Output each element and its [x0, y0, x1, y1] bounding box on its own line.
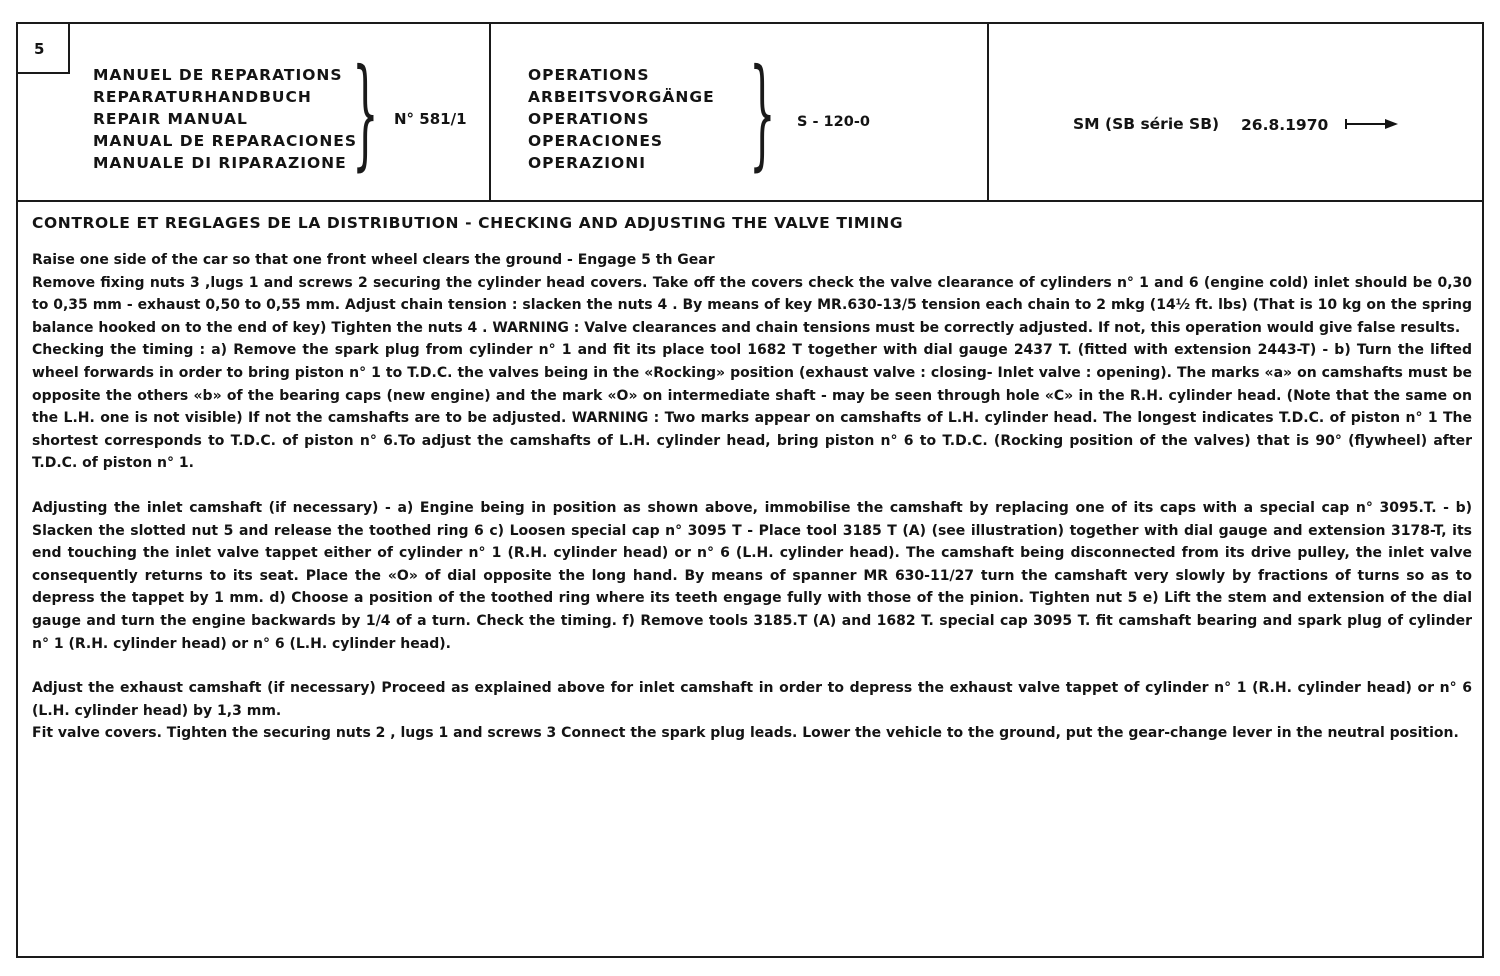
manual-title-fr: MANUEL DE REPARATIONS	[93, 66, 343, 84]
brace-glyph: }	[352, 44, 379, 183]
paragraph-spacer	[32, 475, 1472, 497]
paragraph: Checking the timing : a) Remove the spark plug from cylinder n° 1 and fit its place tool 1682 T together with dial gauge 2437 T. (fitted with extension 2443-T) - b) Turn the lifted wheel forwards in order to bring piston n° 1 to T.D.C. the valves being in the «Rocking» position (exhaust valve : closing- Inlet valve : opening). The marks «a» on camshafts must be opposite the others «b» of the bearing caps (new engine) and the mark «O» on intermediate shaft - may be seen through hole «C» in the R.H. cylinder head. (Note that the same on the L.H. one is not visible) If not the camshafts are to be adjusted. WARNING : Two marks appear on camshafts of L.H. cylinder head. The longest indicates T.D.C. of piston n° 1 The shortest corresponds to T.D.C. of piston n° 6.To adjust the camshafts of L.H. cylinder head, bring piston n° 6 to T.D.C. (Rocking position of the valves) that is 90° (flywheel) after T.D.C. of piston n° 1.	[32, 342, 1472, 472]
manual-title-it: MANUALE DI RIPARAZIONE	[93, 154, 347, 172]
operation-title-fr: OPERATIONS	[528, 66, 650, 84]
page-number: 5	[18, 24, 70, 74]
manual-title-en: REPAIR MANUAL	[93, 110, 248, 128]
operation-title-de: ARBEITSVORGÄNGE	[528, 88, 715, 106]
date-label: 26.8.1970	[1241, 116, 1329, 134]
operations-cell	[491, 24, 989, 200]
paragraph: Remove fixing nuts 3 ,lugs 1 and screws 2 securing the cylinder head covers. Take off the covers check the valve clearance of cylinders n° 1 and 6 (engine cold) inlet should be 0,30 to 0,35 mm - exhaust 0,50 to 0,55 mm. Adjust chain tension : slacken the nuts 4 . By means of key MR.630-13/5 tension each chain to 2 mkg (14½ ft. lbs) (That is 10 kg on the spring balance hooked on to the end of key) Tighten the nuts 4 . WARNING : Valve clearances and chain tensions must be correctly adjusted. If not, this operation would give false results.	[32, 274, 1472, 336]
operation-title-list	[528, 64, 715, 174]
document-body	[32, 214, 1472, 745]
manual-number: N° 581/1	[394, 110, 467, 128]
paragraph: Adjusting the inlet camshaft (if necessary) - a) Engine being in position as shown above, immobilise the camshaft by replacing one of its caps with a special cap n° 3095.T. - b) Slacken the slotted nut 5 and release the toothed ring 6 c) Loosen special cap n° 3095 T - Place tool 3185 T (A) (see illustration) together with dial gauge and extension 3178-T, its end touching the inlet valve tappet either of cylinder n° 1 (R.H. cylinder head) or n° 6 (L.H. cylinder head). The camshaft being disconnected from its drive pulley, the inlet valve consequently returns to its seat. Place the «O» of dial opposite the long hand. By means of spanner MR 630-11/27 turn the camshaft very slowly by fractions of turns so as to depress the tappet by 1 mm. d) Choose a position of the toothed ring where its teeth engage fully with those of the pinion. Tighten nut 5 e) Lift the stem and extension of the dial gauge and turn the engine backwards by 1/4 of a turn. Check the timing. f) Remove tools 3185.T (A) and 1682 T. special cap 3095 T. fit camshaft bearing and spark plug of cylinder n° 1 (R.H. cylinder head) or n° 6 (L.H. cylinder head).	[32, 499, 1472, 652]
page-header	[18, 24, 1482, 202]
operation-code: S - 120-0	[797, 114, 870, 130]
model-label: SM (SB série SB)	[1073, 115, 1220, 133]
right-arrow-icon	[1345, 117, 1399, 131]
operation-title-en: OPERATIONS	[528, 110, 650, 128]
manual-title-es: MANUAL DE REPARACIONES	[93, 132, 358, 150]
brace-glyph: }	[749, 44, 776, 183]
paragraph: Raise one side of the car so that one front wheel clears the ground - Engage 5 th Gear	[32, 252, 715, 268]
operation-title-es: OPERACIONES	[528, 132, 664, 150]
paragraph: Adjust the exhaust camshaft (if necessary) Proceed as explained above for inlet camshaft in order to depress the exhaust valve tappet of cylinder n° 1 (R.H. cylinder head) or n° 6 (L.H. cylinder head) by 1,3 mm.	[32, 680, 1472, 719]
document-frame	[16, 22, 1484, 958]
paragraph: Fit valve covers. Tighten the securing nuts 2 , lugs 1 and screws 3 Connect the spark plug leads. Lower the vehicle to the ground, put the gear-change lever in the neutral position.	[32, 725, 1459, 742]
paragraph-spacer	[32, 655, 1472, 677]
operation-title-it: OPERAZIONI	[528, 154, 646, 172]
manual-title-de: REPARATURHANDBUCH	[93, 88, 312, 106]
model-cell	[989, 24, 1482, 200]
document-title: CONTROLE ET REGLAGES DE LA DISTRIBUTION - CHECKING AND ADJUSTING THE VALVE TIMING	[32, 214, 904, 232]
manual-title-list	[93, 64, 357, 174]
manual-cell	[18, 24, 491, 200]
